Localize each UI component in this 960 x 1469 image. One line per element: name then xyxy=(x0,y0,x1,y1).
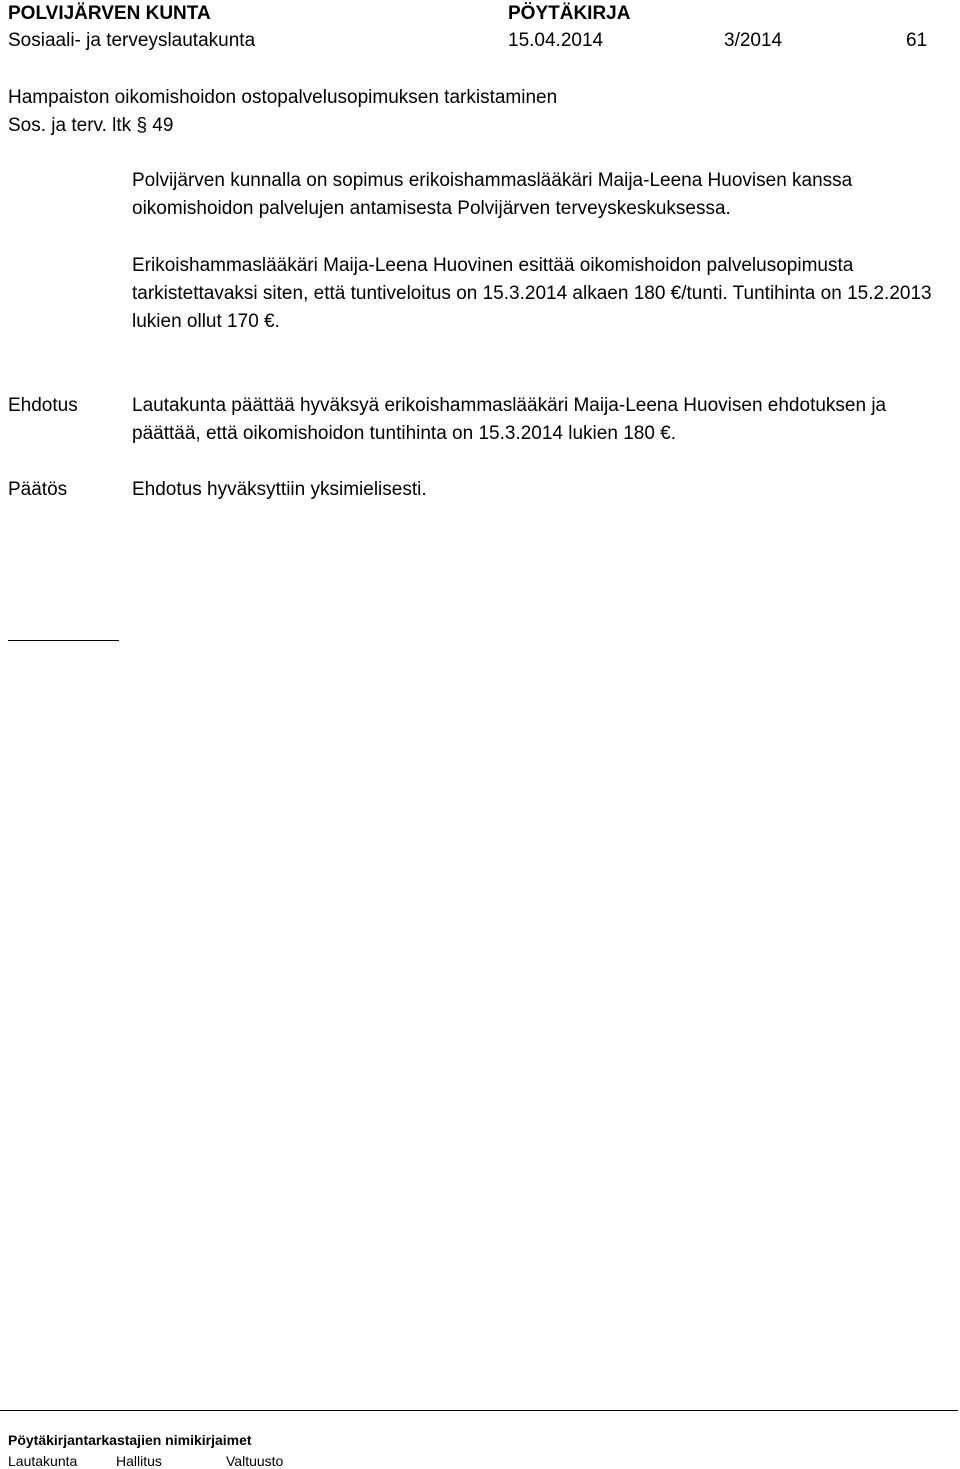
section-reference: Sos. ja terv. ltk § 49 xyxy=(8,115,174,136)
section-title: Hampaiston oikomishoidon ostopalvelusopimuksen tarkistaminen xyxy=(8,87,558,108)
page-number: 61 xyxy=(906,30,928,51)
meeting-number: 3/2014 xyxy=(724,30,783,51)
body-paragraph-1: Polvijärven kunnalla on sopimus erikoishammaslääkäri Maija-Leena Huovisen kanssa oikomishoidon palvelujen antamisesta Polvijärven terveyskeskuksessa. xyxy=(132,170,853,219)
footer-title: Pöytäkirjantarkastajien nimikirjaimet xyxy=(8,1432,252,1448)
proposal-label: Ehdotus xyxy=(8,395,78,416)
proposal-text: Lautakunta päättää hyväksyä erikoishammaslääkäri Maija-Leena Huovisen ehdotuksen ja päättää, että oikomishoidon tuntihinta on 15.3.2014 lukien 180 €. xyxy=(132,395,887,444)
body-paragraph-2: Erikoishammaslääkäri Maija-Leena Huovinen esittää oikomishoidon palvelusopimusta tarkistettavaksi siten, että tuntiveloitus on 15.3.2014 alkaen 180 €/tunti. Tuntihinta on 15.2.2013 lukien ollut 170 €. xyxy=(132,255,932,332)
separator-line xyxy=(8,640,119,641)
document-type: PÖYTÄKIRJA xyxy=(508,3,631,24)
committee-name: Sosiaali- ja terveyslautakunta xyxy=(8,30,256,51)
footer-body-valtuusto: Valtuusto xyxy=(226,1453,284,1469)
decision-text: Ehdotus hyväksyttiin yksimielisesti. xyxy=(132,479,427,500)
municipality-name: POLVIJÄRVEN KUNTA xyxy=(8,3,211,24)
meeting-date: 15.04.2014 xyxy=(508,30,604,51)
footer-body-hallitus: Hallitus xyxy=(116,1453,162,1469)
footer-body-lautakunta: Lautakunta xyxy=(8,1453,78,1469)
footer-rule xyxy=(0,1410,958,1411)
decision-label: Päätös xyxy=(8,479,68,500)
